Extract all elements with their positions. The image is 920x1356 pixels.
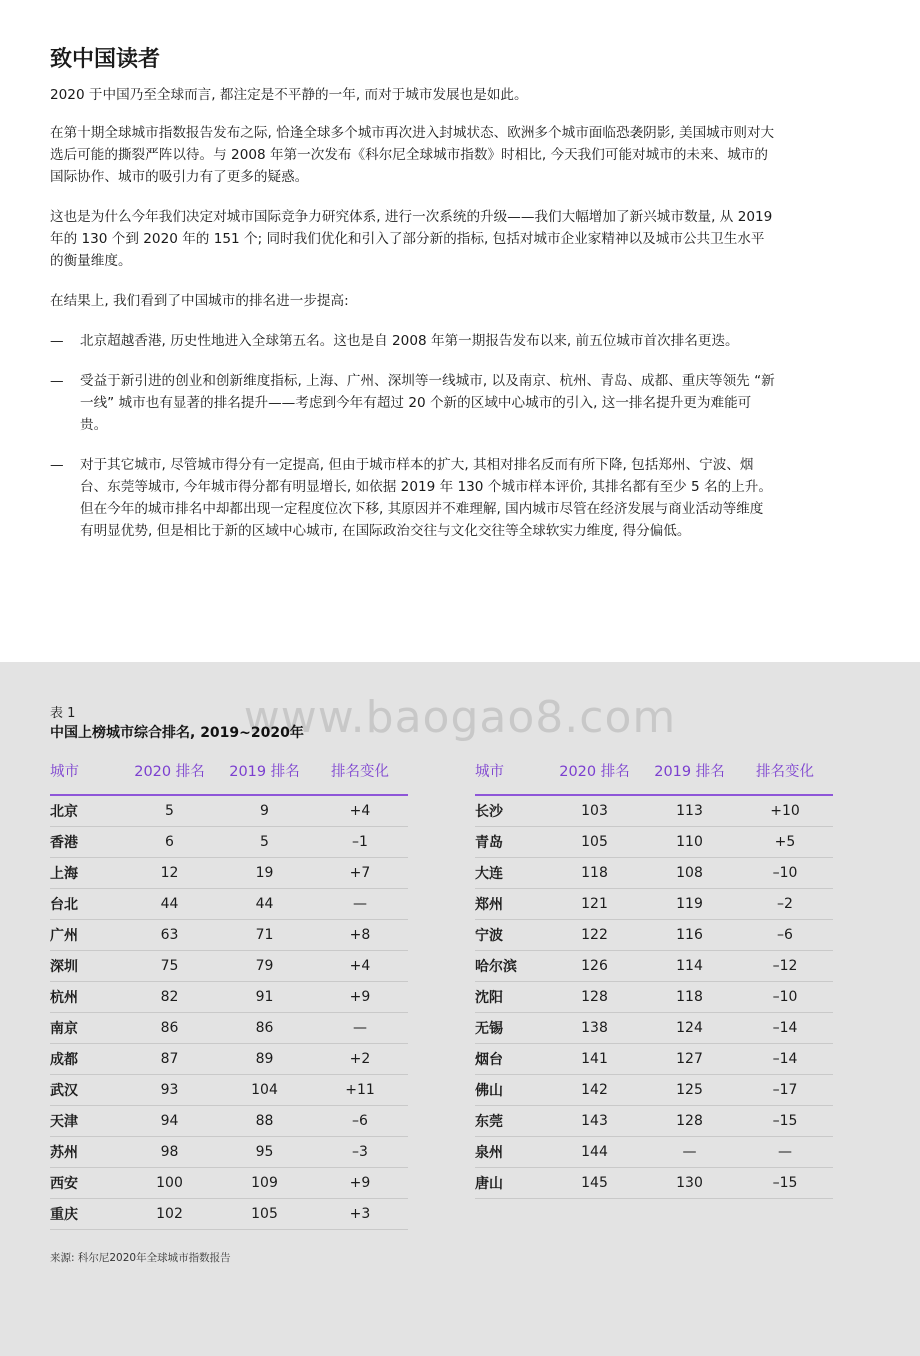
table-row [475, 858, 833, 889]
cell-2019-rank: 109 [217, 1168, 312, 1199]
cell-2019-rank: 91 [217, 982, 312, 1013]
header-rank-change: 排名变化 [312, 760, 408, 795]
table-row [50, 1044, 408, 1075]
cell-2020-rank: 98 [122, 1137, 217, 1168]
table-row [50, 889, 408, 920]
cell-city: 沈阳 [475, 982, 547, 1013]
cell-2020-rank: 93 [122, 1075, 217, 1106]
cell-2020-rank: 121 [547, 889, 642, 920]
bullet-item [50, 330, 775, 352]
cell-city: 泉州 [475, 1137, 547, 1168]
cell-2019-rank: 130 [642, 1168, 737, 1199]
bullet-dash: — [50, 333, 64, 349]
bullet-dash: — [50, 457, 64, 473]
watermark: www.baogao8.com [243, 692, 677, 743]
cell-2019-rank: 89 [217, 1044, 312, 1075]
cell-2019-rank: 110 [642, 827, 737, 858]
cell-city: 青岛 [475, 827, 547, 858]
cell-rank-change: –12 [737, 951, 833, 982]
cell-rank-change: –15 [737, 1106, 833, 1137]
cell-rank-change: +8 [312, 920, 408, 951]
cell-rank-change: –3 [312, 1137, 408, 1168]
table-row [475, 920, 833, 951]
cell-city: 深圳 [50, 951, 122, 982]
table-row [50, 951, 408, 982]
table-row [475, 1044, 833, 1075]
cell-2020-rank: 87 [122, 1044, 217, 1075]
table-row [475, 795, 833, 827]
header-2020-rank: 2020 排名 [547, 760, 642, 795]
cell-city: 苏州 [50, 1137, 122, 1168]
cell-2019-rank: 95 [217, 1137, 312, 1168]
table-row [50, 795, 408, 827]
table-row [475, 827, 833, 858]
cell-rank-change: +9 [312, 982, 408, 1013]
cell-rank-change: +7 [312, 858, 408, 889]
cell-2019-rank: 19 [217, 858, 312, 889]
cell-rank-change: +10 [737, 795, 833, 827]
header-2020-rank: 2020 排名 [122, 760, 217, 795]
table-panel [0, 662, 920, 1356]
cell-city: 东莞 [475, 1106, 547, 1137]
cell-2020-rank: 102 [122, 1199, 217, 1230]
bullet-list [50, 330, 775, 542]
cell-rank-change: +3 [312, 1199, 408, 1230]
table-row [475, 951, 833, 982]
letter-section [50, 44, 775, 560]
table-row [50, 1106, 408, 1137]
cell-2020-rank: 126 [547, 951, 642, 982]
table-row [50, 858, 408, 889]
cell-2020-rank: 144 [547, 1137, 642, 1168]
bullet-item [50, 454, 775, 542]
cell-city: 西安 [50, 1168, 122, 1199]
cell-2020-rank: 5 [122, 795, 217, 827]
cell-rank-change: +2 [312, 1044, 408, 1075]
cell-2020-rank: 75 [122, 951, 217, 982]
paragraph-1: 2020 于中国乃至全球而言, 都注定是不平静的一年, 而对于城市发展也是如此。 [50, 87, 528, 103]
table-row [475, 982, 833, 1013]
cell-city: 唐山 [475, 1168, 547, 1199]
cell-city: 上海 [50, 858, 122, 889]
cell-2020-rank: 105 [547, 827, 642, 858]
cell-city: 杭州 [50, 982, 122, 1013]
table-label: 表 1 [50, 706, 76, 721]
table-row [475, 1168, 833, 1199]
cell-2020-rank: 100 [122, 1168, 217, 1199]
cell-2020-rank: 128 [547, 982, 642, 1013]
table-row [50, 827, 408, 858]
bullet-text: 对于其它城市, 尽管城市得分有一定提高, 但由于城市样本的扩大, 其相对排名反而有所下降, 包括郑州、宁波、烟台、东莞等城市, 今年城市得分都有明显增长, 如依据 2019 年 130 个城市样本评价, 其排名都有至少 5 名的上升。但在今年的城市排名中却都出现一定程度位次下移, 其原因并不难理解, 国内城市尽管在经济发展与商业活动等维度有明显优势, 但是相比于新的区域中心城市, 在国际政治交往与文化交往等全球软实力维度, 得分偏低。 [80, 457, 772, 539]
cell-rank-change: –10 [737, 858, 833, 889]
cell-city: 长沙 [475, 795, 547, 827]
table-row [50, 1168, 408, 1199]
cell-2019-rank: 44 [217, 889, 312, 920]
cell-city: 大连 [475, 858, 547, 889]
cell-city: 台北 [50, 889, 122, 920]
header-2019-rank: 2019 排名 [217, 760, 312, 795]
cell-rank-change: –1 [312, 827, 408, 858]
cell-city: 广州 [50, 920, 122, 951]
cell-2019-rank: 128 [642, 1106, 737, 1137]
cell-city: 香港 [50, 827, 122, 858]
cell-city: 南京 [50, 1013, 122, 1044]
cell-city: 烟台 [475, 1044, 547, 1075]
table-header-row [50, 760, 408, 795]
table-row [475, 1137, 833, 1168]
cell-rank-change: +4 [312, 951, 408, 982]
cell-2020-rank: 141 [547, 1044, 642, 1075]
cell-rank-change: –10 [737, 982, 833, 1013]
cell-2019-rank: 118 [642, 982, 737, 1013]
cell-2020-rank: 82 [122, 982, 217, 1013]
table-row [475, 1106, 833, 1137]
cell-rank-change: –14 [737, 1044, 833, 1075]
cell-2020-rank: 118 [547, 858, 642, 889]
cell-rank-change: — [312, 889, 408, 920]
bullet-text: 受益于新引进的创业和创新维度指标, 上海、广州、深圳等一线城市, 以及南京、杭州、青岛、成都、重庆等领先 “新一线” 城市也有显著的排名提升——考虑到今年有超过 20 个新的区域中心城市的引入, 这一排名提升更为难能可贵。 [80, 373, 775, 433]
cell-city: 成都 [50, 1044, 122, 1075]
letter-title: 致中国读者 [50, 47, 161, 72]
cell-2020-rank: 44 [122, 889, 217, 920]
bullet-dash: — [50, 373, 64, 389]
ranking-table-left [50, 760, 408, 1230]
table-row [50, 1075, 408, 1106]
cell-2019-rank: 113 [642, 795, 737, 827]
cell-2020-rank: 63 [122, 920, 217, 951]
cell-city: 宁波 [475, 920, 547, 951]
cell-city: 武汉 [50, 1075, 122, 1106]
cell-2019-rank: 116 [642, 920, 737, 951]
cell-city: 哈尔滨 [475, 951, 547, 982]
table-source: 来源: 科尔尼2020年全球城市指数报告 [50, 1252, 231, 1264]
cell-city: 天津 [50, 1106, 122, 1137]
cell-city: 佛山 [475, 1075, 547, 1106]
table-row [50, 1199, 408, 1230]
bullet-text: 北京超越香港, 历史性地进入全球第五名。这也是自 2008 年第一期报告发布以来, 前五位城市首次排名更迭。 [80, 333, 739, 349]
cell-rank-change: –6 [737, 920, 833, 951]
table-body-left [50, 795, 408, 1230]
paragraph-4: 在结果上, 我们看到了中国城市的排名进一步提高: [50, 293, 349, 309]
cell-2019-rank: 114 [642, 951, 737, 982]
cell-rank-change: –14 [737, 1013, 833, 1044]
cell-2019-rank: 86 [217, 1013, 312, 1044]
cell-rank-change: –17 [737, 1075, 833, 1106]
cell-rank-change: — [737, 1137, 833, 1168]
table-row [50, 920, 408, 951]
header-2019-rank: 2019 排名 [642, 760, 737, 795]
cell-rank-change: +4 [312, 795, 408, 827]
cell-rank-change: +5 [737, 827, 833, 858]
cell-rank-change: –15 [737, 1168, 833, 1199]
cell-2020-rank: 143 [547, 1106, 642, 1137]
table-caption: 中国上榜城市综合排名, 2019~2020年 [50, 725, 304, 741]
table-row [50, 982, 408, 1013]
cell-city: 无锡 [475, 1013, 547, 1044]
paragraph-3: 这也是为什么今年我们决定对城市国际竞争力研究体系, 进行一次系统的升级——我们大幅增加了新兴城市数量, 从 2019 年的 130 个到 2020 年的 151 个; 同时我们优化和引入了部分新的指标, 包括对城市企业家精神以及城市公共卫生水平的衡量维度。 [50, 209, 773, 269]
cell-2019-rank: 127 [642, 1044, 737, 1075]
table-row [475, 889, 833, 920]
cell-2019-rank: 71 [217, 920, 312, 951]
cell-rank-change: –6 [312, 1106, 408, 1137]
cell-2019-rank: 119 [642, 889, 737, 920]
cell-2020-rank: 6 [122, 827, 217, 858]
cell-rank-change: +9 [312, 1168, 408, 1199]
cell-2020-rank: 94 [122, 1106, 217, 1137]
table-body-right [475, 795, 833, 1199]
cell-city: 北京 [50, 795, 122, 827]
cell-2020-rank: 103 [547, 795, 642, 827]
cell-2020-rank: 138 [547, 1013, 642, 1044]
cell-2019-rank: 104 [217, 1075, 312, 1106]
cell-2019-rank: 5 [217, 827, 312, 858]
table-row [50, 1013, 408, 1044]
cell-2020-rank: 12 [122, 858, 217, 889]
cell-2019-rank: 79 [217, 951, 312, 982]
cell-2019-rank: 125 [642, 1075, 737, 1106]
cell-2019-rank: 88 [217, 1106, 312, 1137]
header-rank-change: 排名变化 [737, 760, 833, 795]
paragraph-2: 在第十期全球城市指数报告发布之际, 恰逢全球多个城市再次进入封城状态、欧洲多个城市面临恐袭阴影, 美国城市则对大选后可能的撕裂严阵以待。与 2008 年第一次发布《科尔尼全球城市指数》时相比, 今天我们可能对城市的未来、城市的国际协作、城市的吸引力有了更多的疑惑。 [50, 125, 775, 185]
cell-2020-rank: 86 [122, 1013, 217, 1044]
cell-rank-change: +11 [312, 1075, 408, 1106]
cell-2019-rank: 9 [217, 795, 312, 827]
cell-city: 郑州 [475, 889, 547, 920]
table-row [475, 1013, 833, 1044]
cell-rank-change: — [312, 1013, 408, 1044]
table-row [50, 1137, 408, 1168]
cell-2019-rank: — [642, 1137, 737, 1168]
cell-2019-rank: 108 [642, 858, 737, 889]
cell-2020-rank: 122 [547, 920, 642, 951]
table-header-row [475, 760, 833, 795]
cell-2020-rank: 142 [547, 1075, 642, 1106]
header-city: 城市 [475, 760, 547, 795]
cell-rank-change: –2 [737, 889, 833, 920]
header-city: 城市 [50, 760, 122, 795]
bullet-item [50, 370, 775, 436]
cell-2019-rank: 105 [217, 1199, 312, 1230]
cell-2020-rank: 145 [547, 1168, 642, 1199]
cell-city: 重庆 [50, 1199, 122, 1230]
cell-2019-rank: 124 [642, 1013, 737, 1044]
table-row [475, 1075, 833, 1106]
ranking-table-right [475, 760, 833, 1199]
